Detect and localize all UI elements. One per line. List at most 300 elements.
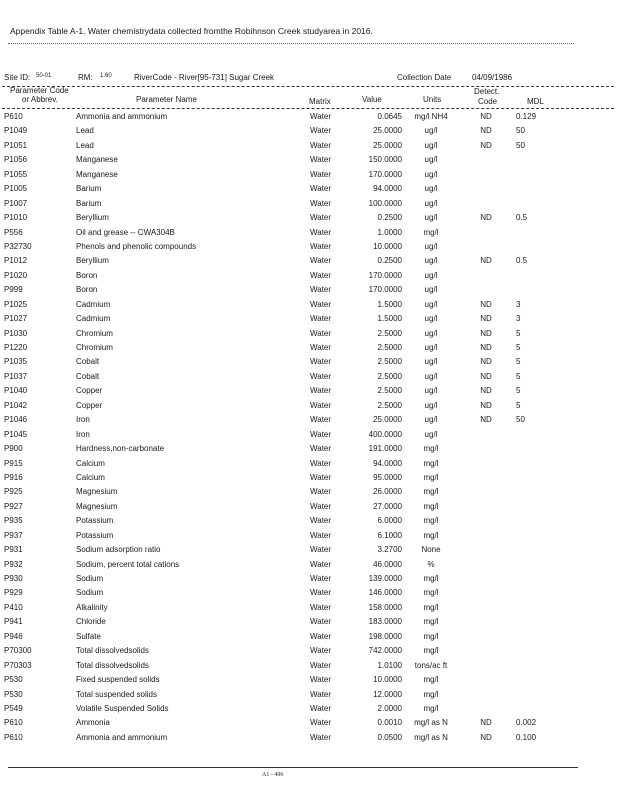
cell-units: mg/l <box>423 444 439 454</box>
cell-matrix: Water <box>310 328 332 338</box>
cell-units: mg/l NH4 <box>414 112 448 121</box>
cell-value: 2.5000 <box>377 357 402 367</box>
cell-param-code: P410 <box>4 602 23 612</box>
cell-units: mg/l <box>423 487 439 497</box>
cell-units: mg/l <box>423 458 439 468</box>
cell-matrix: Water <box>310 126 332 136</box>
cell-value: 2.5000 <box>377 400 402 410</box>
cell-matrix: Water <box>310 155 332 165</box>
cell-matrix: Water <box>310 429 332 439</box>
cell-units: mg/l <box>423 602 439 612</box>
cell-matrix: Water <box>310 588 332 598</box>
table-row <box>0 572 618 586</box>
cell-detect-code: ND <box>480 732 492 742</box>
cell-param-name: Ammonia and ammonium <box>76 112 168 121</box>
cell-param-code: P1049 <box>4 126 28 136</box>
cell-value: 94.0000 <box>373 458 402 468</box>
cell-param-name: Magnesium <box>76 501 118 511</box>
cell-param-code: P935 <box>4 516 23 526</box>
cell-param-code: P530 <box>4 675 23 685</box>
cell-value: 0.0500 <box>377 732 402 742</box>
cell-units: % <box>427 559 435 569</box>
cell-param-code: P1051 <box>4 140 28 150</box>
cell-units: mg/l <box>423 646 439 656</box>
cell-value: 10.0000 <box>373 241 402 251</box>
cell-value: 1.0100 <box>377 660 402 670</box>
cell-detect-code: ND <box>480 140 492 150</box>
cell-matrix: Water <box>310 184 332 194</box>
cell-matrix: Water <box>310 112 332 121</box>
cell-matrix: Water <box>310 400 332 410</box>
cell-detect-code: ND <box>480 400 492 410</box>
cell-param-code: P1037 <box>4 371 28 381</box>
cell-param-code: P1056 <box>4 155 28 165</box>
cell-value: 12.0000 <box>373 689 402 699</box>
table-row <box>0 182 618 196</box>
cell-param-code: P931 <box>4 545 23 555</box>
cell-units: ug/l <box>424 299 438 309</box>
cell-param-name: Boron <box>76 285 98 295</box>
table-row <box>0 543 618 557</box>
cell-param-name: Hardness,non-carbonate <box>76 444 165 454</box>
cell-param-code: P1045 <box>4 429 28 439</box>
cell-param-code: P549 <box>4 703 23 713</box>
cell-matrix: Water <box>310 458 332 468</box>
cell-units: mg/l <box>423 703 439 713</box>
cell-matrix: Water <box>310 559 332 569</box>
cell-param-code: P1046 <box>4 415 28 425</box>
cell-units: None <box>421 545 441 555</box>
table-row <box>0 355 618 369</box>
cell-param-name: Cadmium <box>76 299 111 309</box>
table-row <box>0 630 618 644</box>
cell-param-name: Cobalt <box>76 371 100 381</box>
cell-detect-code: ND <box>480 415 492 425</box>
cell-value: 25.0000 <box>373 126 402 136</box>
cell-units: ug/l <box>424 400 438 410</box>
cell-param-code: P946 <box>4 631 23 641</box>
table-row <box>0 558 618 572</box>
cell-param-name: Fixed suspended solids <box>76 675 160 685</box>
cell-param-name: Sodium <box>76 574 104 583</box>
cell-matrix: Water <box>310 732 332 742</box>
cell-value: 191.0000 <box>368 444 402 454</box>
cell-mdl: 5 <box>516 386 521 396</box>
cell-detect-code: ND <box>480 213 492 223</box>
header-detect: Detect. <box>474 87 500 96</box>
cell-param-code: P915 <box>4 458 23 468</box>
cell-value: 2.5000 <box>377 343 402 352</box>
cell-detect-code: ND <box>480 126 492 136</box>
cell-value: 95.0000 <box>373 472 402 482</box>
data-table-body <box>0 110 618 745</box>
cell-value: 0.0010 <box>377 718 402 728</box>
cell-detect-code: ND <box>480 328 492 338</box>
cell-matrix: Water <box>310 689 332 699</box>
cell-param-code: P610 <box>4 718 23 728</box>
cell-param-name: Cadmium <box>76 314 111 324</box>
cell-param-name: Boron <box>76 270 98 280</box>
cell-param-code: P925 <box>4 487 23 497</box>
cell-param-code: P1040 <box>4 386 28 396</box>
table-row <box>0 370 618 384</box>
table-row <box>0 673 618 687</box>
table-row <box>0 110 618 124</box>
table-row <box>0 153 618 167</box>
cell-param-code: P1010 <box>4 213 28 223</box>
cell-param-name: Copper <box>76 400 103 410</box>
cell-param-code: P1007 <box>4 198 28 208</box>
cell-param-code: P929 <box>4 588 23 598</box>
cell-param-code: P932 <box>4 559 23 569</box>
header-param-code: Parameter Code <box>10 86 69 95</box>
cell-units: mg/l as N <box>414 732 448 742</box>
cell-value: 94.0000 <box>373 184 402 194</box>
cell-param-code: P530 <box>4 689 23 699</box>
cell-value: 170.0000 <box>368 285 402 295</box>
cell-matrix: Water <box>310 357 332 367</box>
river-code: RiverCode - River[95-731] Sugar Creek <box>134 73 275 82</box>
table-row <box>0 399 618 413</box>
cell-units: ug/l <box>424 213 438 223</box>
cell-units: ug/l <box>424 314 438 324</box>
table-row <box>0 298 618 312</box>
cell-matrix: Water <box>310 256 332 266</box>
cell-param-name: Total dissolvedsolids <box>76 660 149 670</box>
cell-param-code: P927 <box>4 501 23 511</box>
cell-detect-code: ND <box>480 386 492 396</box>
table-row <box>0 254 618 268</box>
rm-label: RM: <box>78 73 93 82</box>
cell-param-code: P916 <box>4 472 23 482</box>
cell-units: ug/l <box>424 184 438 194</box>
cell-param-name: Calcium <box>76 472 105 482</box>
table-row <box>0 471 618 485</box>
cell-matrix: Water <box>310 140 332 150</box>
cell-value: 46.0000 <box>373 559 402 569</box>
cell-value: 183.0000 <box>368 617 402 627</box>
cell-units: ug/l <box>424 169 438 179</box>
cell-param-code: P999 <box>4 285 23 295</box>
cell-units: mg/l <box>423 227 439 237</box>
table-row <box>0 702 618 716</box>
cell-units: ug/l <box>424 328 438 338</box>
cell-param-code: P900 <box>4 444 23 454</box>
cell-units: mg/l <box>423 689 439 699</box>
cell-value: 6.0000 <box>377 516 402 526</box>
cell-param-code: P930 <box>4 574 23 583</box>
cell-param-name: Chromium <box>76 343 113 352</box>
table-row <box>0 529 618 543</box>
table-row <box>0 457 618 471</box>
cell-param-code: P610 <box>4 732 23 742</box>
cell-mdl: 5 <box>516 357 521 367</box>
cell-units: ug/l <box>424 198 438 208</box>
table-row <box>0 716 618 730</box>
header-matrix: Matrix <box>309 97 331 106</box>
cell-mdl: 5 <box>516 371 521 381</box>
cell-value: 26.0000 <box>373 487 402 497</box>
cell-units: ug/l <box>424 241 438 251</box>
cell-matrix: Water <box>310 530 332 540</box>
cell-mdl: 0.5 <box>516 213 528 223</box>
table-caption: Appendix Table A-1. Water chemistrydata collected fromthe Robihnson Creek studyarea in 2016. <box>10 26 373 36</box>
cell-detect-code: ND <box>480 112 492 121</box>
table-header <box>0 86 618 110</box>
cell-units: ug/l <box>424 343 438 352</box>
cell-param-name: Sodium adsorption ratio <box>76 545 161 555</box>
table-row <box>0 413 618 427</box>
cell-units: ug/l <box>424 357 438 367</box>
cell-detect-code: ND <box>480 718 492 728</box>
cell-detect-code: ND <box>480 371 492 381</box>
collection-date-label: Collection Date <box>397 73 452 82</box>
cell-matrix: Water <box>310 675 332 685</box>
cell-param-name: Iron <box>76 415 90 425</box>
cell-units: mg/l <box>423 574 439 583</box>
cell-value: 0.2500 <box>377 256 402 266</box>
header-mdl: MDL <box>527 97 544 106</box>
cell-matrix: Water <box>310 501 332 511</box>
cell-matrix: Water <box>310 646 332 656</box>
cell-value: 2.5000 <box>377 371 402 381</box>
cell-param-name: Barium <box>76 198 102 208</box>
cell-param-name: Beryllium <box>76 256 109 266</box>
table-row <box>0 283 618 297</box>
cell-param-name: Sulfate <box>76 631 101 641</box>
cell-matrix: Water <box>310 386 332 396</box>
table-row <box>0 327 618 341</box>
cell-param-name: Copper <box>76 386 103 396</box>
cell-value: 198.0000 <box>368 631 402 641</box>
cell-mdl: 0.5 <box>516 256 528 266</box>
cell-value: 10.0000 <box>373 675 402 685</box>
cell-value: 1.0000 <box>377 227 402 237</box>
cell-mdl: 50 <box>516 126 525 136</box>
cell-param-code: P1035 <box>4 357 28 367</box>
header-value: Value <box>362 95 382 104</box>
cell-param-name: Cobalt <box>76 357 100 367</box>
cell-matrix: Water <box>310 213 332 223</box>
collection-date-value: 04/09/1986 <box>472 73 513 82</box>
cell-mdl: 0.100 <box>516 732 537 742</box>
cell-mdl: 0.002 <box>516 718 537 728</box>
header-detect-code: Code <box>478 97 498 106</box>
cell-param-name: Chloride <box>76 617 106 627</box>
cell-detect-code: ND <box>480 299 492 309</box>
site-info-line <box>0 73 618 85</box>
table-row <box>0 124 618 138</box>
cell-param-code: P1005 <box>4 184 28 194</box>
cell-value: 25.0000 <box>373 140 402 150</box>
cell-matrix: Water <box>310 270 332 280</box>
cell-units: ug/l <box>424 256 438 266</box>
cell-param-name: Manganese <box>76 169 118 179</box>
cell-matrix: Water <box>310 545 332 555</box>
cell-param-code: P1042 <box>4 400 28 410</box>
cell-param-code: P1025 <box>4 299 28 309</box>
cell-value: 2.5000 <box>377 386 402 396</box>
cell-value: 27.0000 <box>373 501 402 511</box>
cell-param-name: Calcium <box>76 458 105 468</box>
table-row <box>0 514 618 528</box>
table-row <box>0 688 618 702</box>
cell-value: 146.0000 <box>368 588 402 598</box>
cell-value: 3.2700 <box>377 545 402 555</box>
cell-mdl: 3 <box>516 299 521 309</box>
cell-units: mg/l <box>423 516 439 526</box>
cell-mdl: 50 <box>516 415 525 425</box>
cell-units: tons/ac ft <box>414 660 448 670</box>
cell-param-name: Beryllium <box>76 213 109 223</box>
cell-mdl: 5 <box>516 400 521 410</box>
cell-units: ug/l <box>424 270 438 280</box>
header-param-name: Parameter Name <box>136 95 197 104</box>
cell-matrix: Water <box>310 415 332 425</box>
table-row <box>0 384 618 398</box>
table-row <box>0 615 618 629</box>
cell-mdl: 5 <box>516 328 521 338</box>
cell-param-code: P32730 <box>4 241 32 251</box>
cell-matrix: Water <box>310 285 332 295</box>
cell-param-name: Ammonia <box>76 718 110 728</box>
cell-param-name: Iron <box>76 429 90 439</box>
cell-detect-code: ND <box>480 314 492 324</box>
cell-param-name: Potassium <box>76 516 114 526</box>
cell-value: 0.0645 <box>377 112 402 121</box>
site-id-value: 50-01 <box>36 73 52 79</box>
cell-param-name: Alkalinity <box>76 602 108 612</box>
cell-units: ug/l <box>424 386 438 396</box>
cell-matrix: Water <box>310 516 332 526</box>
cell-value: 0.2500 <box>377 213 402 223</box>
cell-param-name: Oil and grease -- CWA304B <box>76 227 175 237</box>
cell-detect-code: ND <box>480 343 492 352</box>
cell-value: 139.0000 <box>368 574 402 583</box>
cell-mdl: 0.129 <box>516 112 537 121</box>
cell-matrix: Water <box>310 487 332 497</box>
table-row <box>0 601 618 615</box>
cell-matrix: Water <box>310 718 332 728</box>
cell-param-name: Total dissolvedsolids <box>76 646 149 656</box>
cell-units: mg/l <box>423 588 439 598</box>
cell-param-name: Lead <box>76 140 94 150</box>
cell-matrix: Water <box>310 227 332 237</box>
cell-units: mg/l <box>423 631 439 641</box>
cell-param-code: P1027 <box>4 314 28 324</box>
cell-value: 100.0000 <box>368 198 402 208</box>
cell-param-name: Sodium, percent total cations <box>76 559 180 569</box>
cell-matrix: Water <box>310 574 332 583</box>
header-param-abbrev: or Abbrev. <box>22 95 58 104</box>
cell-value: 2.5000 <box>377 328 402 338</box>
cell-value: 1.5000 <box>377 299 402 309</box>
cell-param-code: P70303 <box>4 660 32 670</box>
cell-value: 400.0000 <box>368 429 402 439</box>
table-row <box>0 442 618 456</box>
cell-value: 1.5000 <box>377 314 402 324</box>
cell-units: mg/l <box>423 472 439 482</box>
table-row <box>0 240 618 254</box>
page-number: A1 - 496 <box>262 772 284 778</box>
cell-param-code: P937 <box>4 530 23 540</box>
cell-param-name: Manganese <box>76 155 118 165</box>
cell-units: mg/l <box>423 675 439 685</box>
cell-param-code: P1012 <box>4 256 28 266</box>
cell-matrix: Water <box>310 343 332 352</box>
table-row <box>0 341 618 355</box>
cell-units: ug/l <box>424 155 438 165</box>
cell-units: ug/l <box>424 285 438 295</box>
cell-mdl: 5 <box>516 343 521 352</box>
cell-units: mg/l as N <box>414 718 448 728</box>
site-id-label: Site ID: <box>4 73 31 82</box>
table-row <box>0 428 618 442</box>
cell-units: ug/l <box>424 415 438 425</box>
table-row <box>0 659 618 673</box>
cell-param-code: P556 <box>4 227 23 237</box>
cell-detect-code: ND <box>480 256 492 266</box>
cell-units: ug/l <box>424 140 438 150</box>
cell-param-name: Sodium <box>76 588 104 598</box>
table-row <box>0 485 618 499</box>
cell-matrix: Water <box>310 299 332 309</box>
cell-param-name: Ammonia and ammonium <box>76 732 168 742</box>
cell-value: 25.0000 <box>373 415 402 425</box>
cell-units: ug/l <box>424 429 438 439</box>
cell-mdl: 50 <box>516 140 525 150</box>
cell-param-code: P1055 <box>4 169 28 179</box>
table-row <box>0 211 618 225</box>
cell-param-name: Potassium <box>76 530 114 540</box>
cell-param-code: P610 <box>4 112 23 121</box>
cell-value: 6.1000 <box>377 530 402 540</box>
cell-matrix: Water <box>310 444 332 454</box>
cell-param-name: Lead <box>76 126 94 136</box>
cell-units: mg/l <box>423 501 439 511</box>
cell-matrix: Water <box>310 660 332 670</box>
footer-rule <box>8 767 578 768</box>
cell-matrix: Water <box>310 602 332 612</box>
table-row <box>0 312 618 326</box>
cell-param-name: Magnesium <box>76 487 118 497</box>
cell-param-name: Chromium <box>76 328 113 338</box>
table-row <box>0 586 618 600</box>
cell-value: 158.0000 <box>368 602 402 612</box>
cell-value: 2.0000 <box>377 703 402 713</box>
cell-matrix: Water <box>310 703 332 713</box>
cell-units: mg/l <box>423 530 439 540</box>
cell-param-code: P70300 <box>4 646 32 656</box>
cell-param-code: P1020 <box>4 270 28 280</box>
cell-units: ug/l <box>424 126 438 136</box>
cell-param-code: P1220 <box>4 343 28 352</box>
cell-param-name: Volatile Suspended Solids <box>76 703 169 713</box>
table-row <box>0 226 618 240</box>
cell-matrix: Water <box>310 169 332 179</box>
cell-units: ug/l <box>424 371 438 381</box>
table-row <box>0 168 618 182</box>
cell-param-code: P1030 <box>4 328 28 338</box>
cell-matrix: Water <box>310 198 332 208</box>
cell-matrix: Water <box>310 241 332 251</box>
cell-param-name: Barium <box>76 184 102 194</box>
dotted-divider <box>8 43 574 44</box>
table-row <box>0 269 618 283</box>
table-row <box>0 197 618 211</box>
header-units: Units <box>423 95 442 104</box>
cell-matrix: Water <box>310 631 332 641</box>
